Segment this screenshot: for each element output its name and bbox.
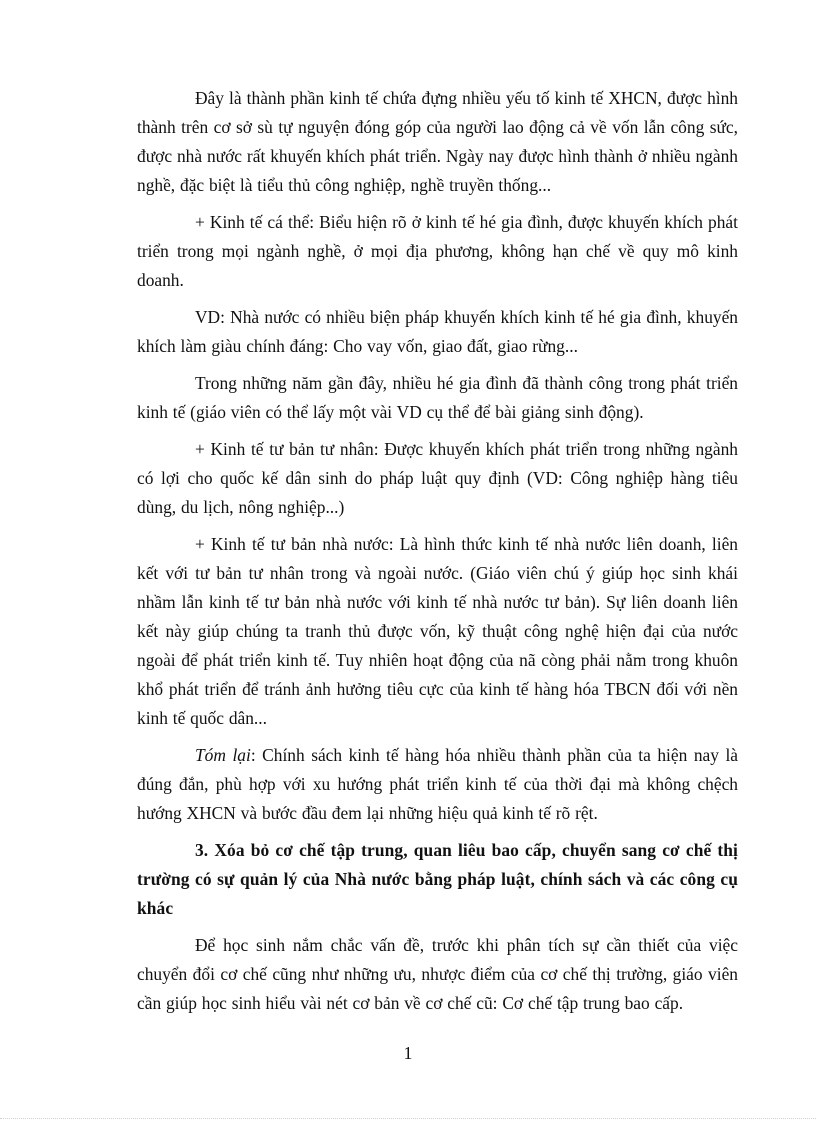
body-paragraph: + Kinh tế tư bản nhà nước: Là hình thức kinh tế nhà nước liên doanh, liên kết với tư bản tư nhân trong và ngoài nước. (Giáo viên chú ý giúp học sinh khái nhầm lẫn kinh tế tư bản nhà nước với kinh tế nhà nước tư bản). Sự liên doanh liên kết này giúp chúng ta tranh thủ được vốn, kỹ thuật công nghệ hiện đại của nước ngoài để phát triển kinh tế. Tuy nhiên hoạt động của nã còng phải nằm trong khuôn khổ phát triển để tránh ảnh hưởng tiêu cực của kinh tế hàng hóa TBCN đối với nền kinh tế quốc dân... <box>137 534 738 728</box>
body-paragraph: Trong những năm gần đây, nhiều hé gia đình đã thành công trong phát triển kinh tế (giáo viên có thể lấy một vài VD cụ thể để bài giảng sinh động). <box>137 373 738 422</box>
body-paragraph: VD: Nhà nước có nhiều biện pháp khuyến khích kinh tế hé gia đình, khuyến khích làm giàu chính đáng: Cho vay vốn, giao đất, giao rừng... <box>137 307 738 356</box>
summary-paragraph <box>137 741 738 828</box>
section-heading: 3. Xóa bỏ cơ chế tập trung, quan liêu bao cấp, chuyển sang cơ chế thị trường có sự quản lý của Nhà nước bằng pháp luật, chính sách và các công cụ khác <box>137 840 738 918</box>
summary-lead: Tóm lại <box>195 745 251 765</box>
page-number: 1 <box>403 1043 413 1063</box>
page-bottom-rule <box>0 1118 816 1119</box>
body-paragraph: Đây là thành phần kinh tế chứa đựng nhiều yếu tố kinh tế XHCN, được hình thành trên cơ sở sù tự nguyện đóng góp của người lao động cả về vốn lẫn công sức, được nhà nước rất khuyến khích phát triển. Ngày nay được hình thành ở nhiều ngành nghề, đặc biệt là tiểu thủ công nghiệp, nghề truyền thống... <box>137 88 738 195</box>
document-body <box>137 84 738 1026</box>
summary-text: : Chính sách kinh tế hàng hóa nhiều thành phần của ta hiện nay là đúng đắn, phù hợp với xu hướng phát triển kinh tế của thời đại mà không chệch hướng XHCN và bước đầu đem lại những hiệu quả kinh tế rõ rệt. <box>137 745 738 823</box>
body-paragraph: Để học sinh nắm chắc vấn đề, trước khi phân tích sự cần thiết của việc chuyển đổi cơ chế cũng như những ưu, nhược điểm của cơ chế thị trường, giáo viên cần giúp học sinh hiểu vài nét cơ bản về cơ chế cũ: Cơ chế tập trung bao cấp. <box>137 935 738 1013</box>
body-paragraph: + Kinh tế tư bản tư nhân: Được khuyến khích phát triển trong những ngành có lợi cho quốc kế dân sinh do pháp luật quy định (VD: Công nghiệp hàng tiêu dùng, du lịch, nông nghiệp...) <box>137 439 738 517</box>
body-paragraph: + Kinh tế cá thể: Biểu hiện rõ ở kinh tế hé gia đình, được khuyến khích phát triển trong mọi ngành nghề, ở mọi địa phương, không hạn chế về quy mô kinh doanh. <box>137 212 738 290</box>
